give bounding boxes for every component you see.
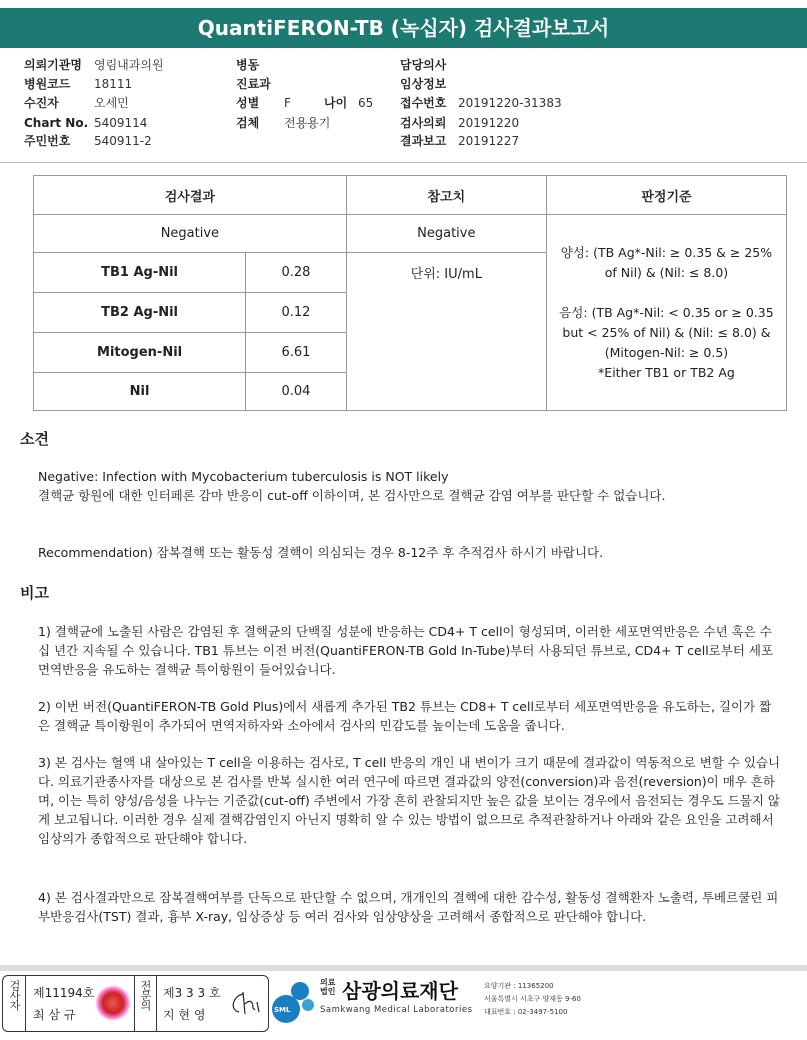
row-value: 6.61 xyxy=(246,333,347,373)
patient-info xyxy=(0,54,807,163)
info-label: 성별 xyxy=(236,96,260,110)
inspector-no: 제11194호 xyxy=(33,986,95,1000)
org-address: 서울특별시 서초구 양재동 9-60 xyxy=(484,995,581,1003)
header-reference: 참고치 xyxy=(346,176,546,215)
info-value: F xyxy=(284,96,291,110)
org-contact xyxy=(484,980,581,1019)
info-label: 담당의사 xyxy=(400,58,447,72)
row-value: 0.04 xyxy=(246,373,347,411)
unit-cell: 단위: IU/mL xyxy=(346,253,546,411)
specialist-label: 전문의 xyxy=(139,980,152,1010)
remark-1: 1) 결핵균에 노출된 사람은 감염된 후 결핵균의 단백질 성분에 반응하는 CD4+ T cell이 형성되며, 이러한 세포면역반응은 수년 혹은 수십 년간 지속될 수 있습니다. TB1 튜브는 이전 버전(QuantiFERON-TB Gold In-Tube)부터 사용되던 튜브로, CD4+ T cell로부터 세포면역반응을 유도하는 결핵균 특이항원이 들어있습니다. xyxy=(38,624,774,677)
info-value: 5409114 xyxy=(94,116,148,130)
info-label: Chart No. xyxy=(24,116,89,130)
specialist-name: 지 현 영 xyxy=(163,1008,206,1022)
footer-divider xyxy=(0,965,807,971)
info-label: 수진자 xyxy=(24,96,59,110)
info-value: 20191227 xyxy=(458,134,520,148)
result-table xyxy=(33,175,787,411)
signature-box xyxy=(2,975,269,1032)
org-phone: 대표번호 : 02-3497-5100 xyxy=(484,1008,568,1016)
info-label: 검사의뢰 xyxy=(400,116,447,130)
criteria-positive: 양성: (TB Ag*-Nil: ≥ 0.35 & ≥ 25% of Nil) & (Nil: ≤ 8.0) xyxy=(560,244,773,280)
info-value: 전용용기 xyxy=(284,116,331,130)
info-label: 진료과 xyxy=(236,77,271,91)
info-label: 주민번호 xyxy=(24,134,71,148)
info-label: 결과보고 xyxy=(400,134,447,148)
findings-recommendation: Recommendation) 잠복결핵 또는 활동성 결핵이 의심되는 경우 8-12주 후 추적검사 하시기 바랍니다. xyxy=(38,545,604,560)
sml-text: SML xyxy=(274,1006,291,1014)
findings-title: 소견 xyxy=(20,430,49,448)
findings-line1: Negative: Infection with Mycobacterium tuberculosis is NOT likely xyxy=(38,469,449,484)
info-label: 나이 xyxy=(324,96,348,110)
info-value: 영림내과의원 xyxy=(94,58,164,72)
inspector-name: 최 삼 규 xyxy=(33,1008,76,1022)
row-name: TB1 Ag-Nil xyxy=(34,253,246,293)
criteria-negative: 음성: (TB Ag*-Nil: < 0.35 or ≥ 0.35 but < 25% of Nil) & (Nil: ≤ 8.0) & (Mitogen-Nil: ≥ 0.5) xyxy=(559,304,774,360)
info-value: 오세민 xyxy=(94,96,129,110)
header-criteria: 판정기준 xyxy=(546,176,786,215)
inspector-label: 검사자 xyxy=(8,980,21,1010)
report-title: QuantiFERON-TB (녹십자) 검사결과보고서 xyxy=(0,8,807,48)
info-value: 20191220 xyxy=(458,116,520,130)
row-name: TB2 Ag-Nil xyxy=(34,293,246,333)
info-label: 병동 xyxy=(236,58,260,72)
overall-reference: Negative xyxy=(346,215,546,253)
row-value: 0.12 xyxy=(246,293,347,333)
row-name: Mitogen-Nil xyxy=(34,333,246,373)
row-name: Nil xyxy=(34,373,246,411)
info-value: 540911-2 xyxy=(94,134,152,148)
org-code: 요양기관 : 11365200 xyxy=(484,982,554,990)
org-prefix: 의료법인 xyxy=(320,978,336,996)
remark-3: 3) 본 검사는 혈액 내 살아있는 T cell을 이용하는 검사로, T cell 반응의 개인 내 변이가 크기 때문에 결과값이 역동적으로 변할 수 있습니다. 의료기관종사자를 대상으로 본 검사를 반복 실시한 여러 연구에 따르면 결과값의 양전(conversion)과 음전(reversion)이 매우 흔하며, 이는 특히 양성/음성을 나누는 기준값(cut-off) 주변에서 가장 흔히 관찰되지만 높은 값을 보이는 경우에서 음전되는 경우도 드물지 않게 보고됩니다. 이러한 경우 실제 결핵감염인지 아닌지 명확히 알 수 있는 방법이 없으므로 추적관찰하거나 아래와 같은 요인을 고려해서 임상의가 종합적으로 판단해야 합니다. xyxy=(38,755,781,846)
seal-icon xyxy=(95,985,131,1021)
info-label: 검체 xyxy=(236,116,260,130)
criteria-cell xyxy=(546,215,786,411)
org-en: Samkwang Medical Laboratories xyxy=(320,1005,473,1015)
info-label: 의뢰기관명 xyxy=(24,58,82,72)
overall-result: Negative xyxy=(34,215,347,253)
sml-logo-icon xyxy=(270,979,316,1025)
info-value: 20191220-31383 xyxy=(458,96,562,110)
info-value: 65 xyxy=(358,96,374,110)
org-name: 삼광의료재단 xyxy=(342,979,458,1003)
remark-4: 4) 본 검사결과만으로 잠복결핵여부를 단독으로 판단할 수 없으며, 개개인의 결핵에 대한 감수성, 활동성 결핵환자 노출력, 투베르쿨린 피부반응검사(TST) 결과, 흉부 X-ray, 임상증상 등 여러 검사와 임상양상을 고려해서 종합적으로 판단해야 합니다. xyxy=(38,890,779,924)
findings-line2: 결핵균 항원에 대한 인터페론 감마 반응이 cut-off 이하이며, 본 검사만으로 결핵균 감염 여부를 판단할 수 없습니다. xyxy=(38,488,666,503)
remarks-title: 비고 xyxy=(20,584,49,602)
specialist-no: 제3 3 3 호 xyxy=(163,986,221,1000)
info-label: 임상정보 xyxy=(400,77,447,91)
signature-icon xyxy=(225,986,263,1020)
info-label: 접수번호 xyxy=(400,96,447,110)
header-result: 검사결과 xyxy=(34,176,347,215)
remark-2: 2) 이번 버전(QuantiFERON-TB Gold Plus)에서 새롭게 추가된 TB2 튜브는 CD8+ T cell로부터 세포면역반응을 유도하는, 길이가 짧은 결핵균 특이항원이 추가되어 면역저하자와 소아에서 검사의 민감도를 높이는데 도움을 줍니다. xyxy=(38,699,772,733)
info-label: 병원코드 xyxy=(24,77,71,91)
row-value: 0.28 xyxy=(246,253,347,293)
criteria-note: *Either TB1 or TB2 Ag xyxy=(598,364,735,380)
info-value: 18111 xyxy=(94,77,133,91)
